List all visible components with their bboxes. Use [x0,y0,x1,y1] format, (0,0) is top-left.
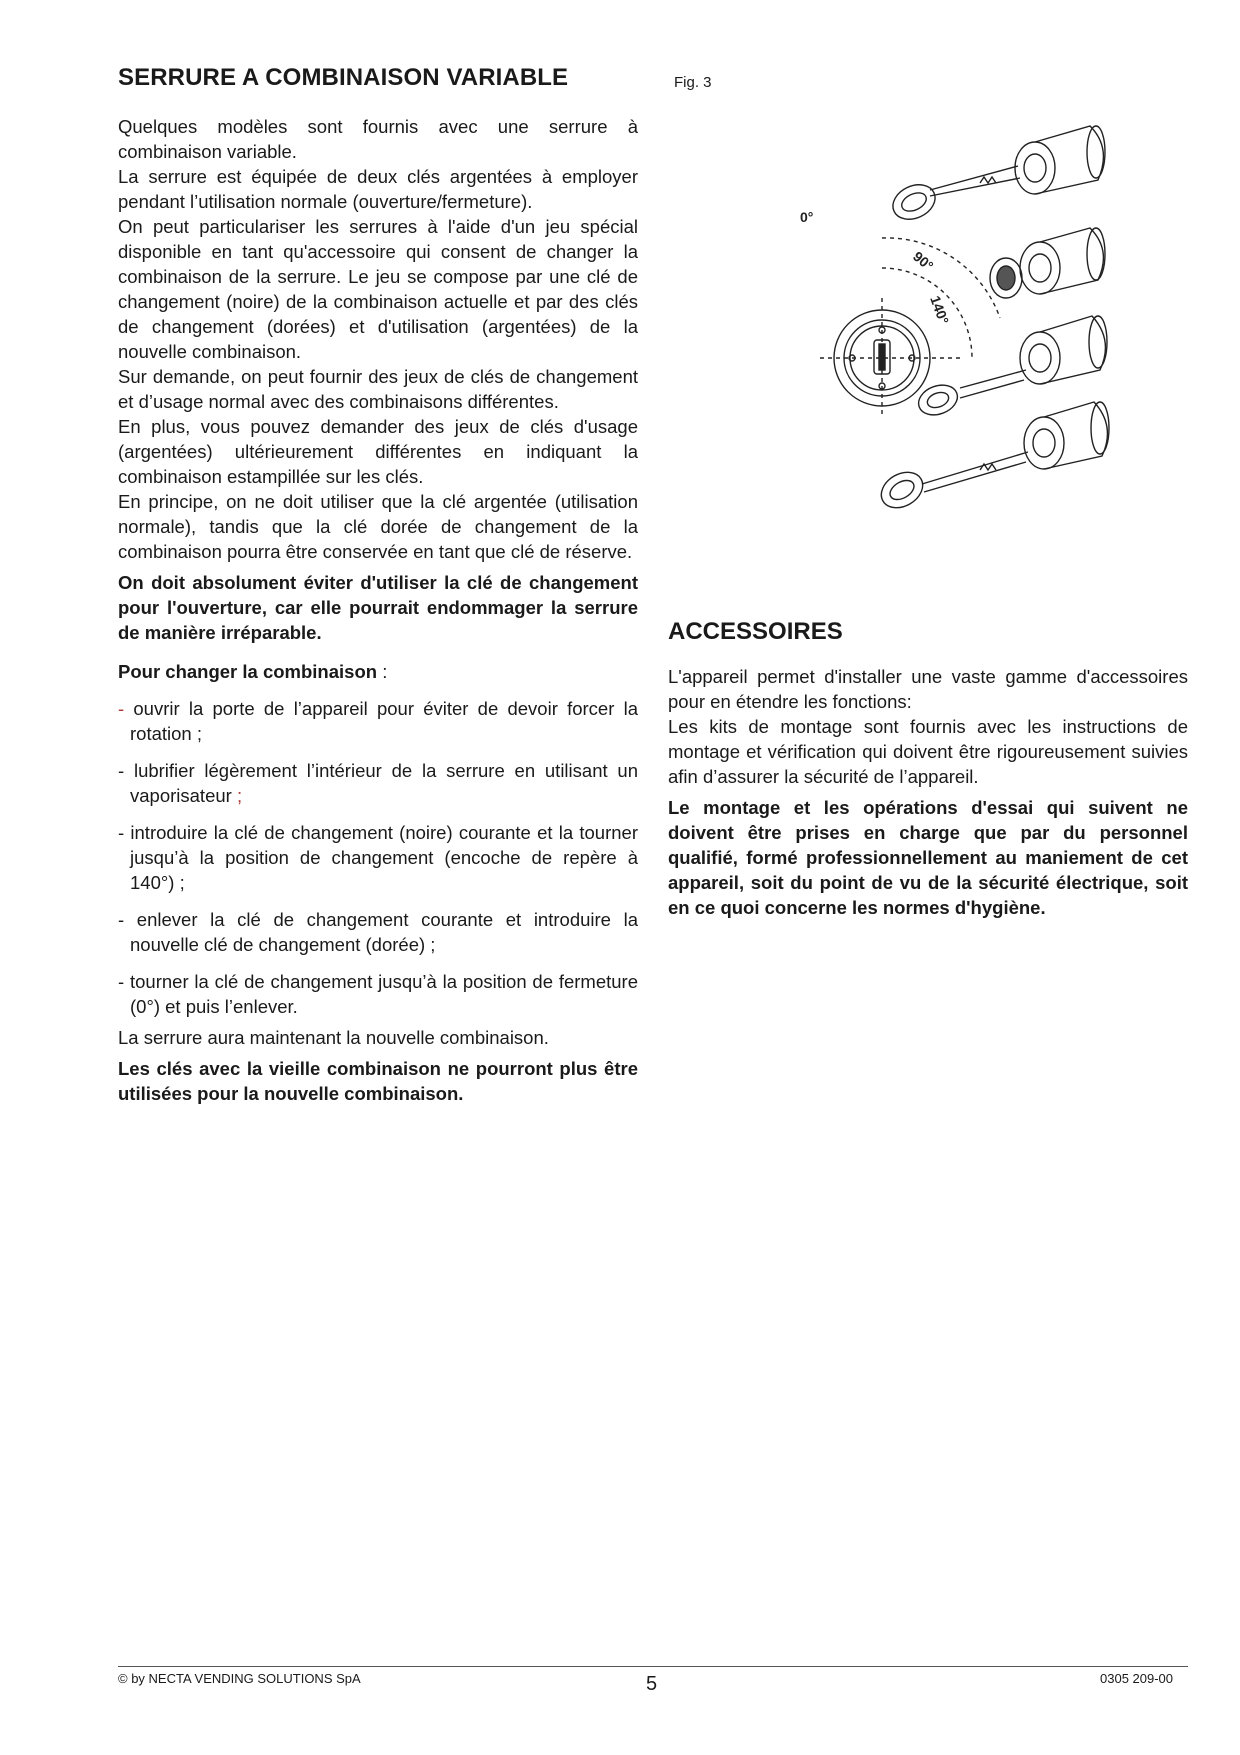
footer-divider [118,1666,1188,1667]
lock-figure [800,118,1140,578]
paragraph-accessory-kit: On peut particulariser les serrures à l'aide d'un jeu spécial disponible en tant qu'accessoire qui consent de changer la combinaison de la serrure. Le jeu se compose par une clé de changement (noire) de la combinaison actuelle et par des clés de changement (dorées) et d'utilisation (argentées) de la nouvelle combinaison. [118,216,638,362]
step-dash: - [118,971,125,992]
step-open-door [118,696,638,746]
warning-change-key: On doit absolument éviter d'utiliser la clé de changement pour l'ouverture, car elle pourrait endommager la serrure de manière irréparable. [118,572,638,643]
step-dash: - [118,909,125,930]
lock-cylinder-1 [887,126,1105,226]
step-dash: - [118,760,125,781]
step-text: lubrifier légèrement l’intérieur de la serrure en utilisant un vaporisateur [124,760,638,806]
step-text: introduire la clé de changement (noire) courante et la tourner jusqu’à la position de changement (encoche de repère à 140°) ; [124,822,638,893]
step-lubricate [118,758,638,808]
step-swap-key [118,907,638,957]
paragraph-accessories-intro: L'appareil permet d'installer une vaste gamme d'accessoires pour en étendre les fonctions: [668,666,1188,712]
warning-old-keys: Les clés avec la vieille combinaison ne pourront plus être utilisées pour la nouvelle combinaison. [118,1058,638,1104]
step-text: tourner la clé de changement jusqu’à la position de fermeture (0°) et puis l’enlever. [124,971,638,1017]
paragraph-intro: Quelques modèles sont fournis avec une serrure à combinaison variable. [118,116,638,162]
step-insert-black-key [118,820,638,895]
paragraph-on-demand: Sur demande, on peut fournir des jeux de clés de changement et d’usage normal avec des combinaisons différentes. [118,366,638,412]
change-heading [118,659,638,684]
paragraph-result: La serrure aura maintenant la nouvelle combinaison. [118,1027,549,1048]
lock-cylinder-3 [914,316,1107,420]
step-dash: - [118,822,125,843]
paragraph-principle: En principe, on ne doit utiliser que la clé argentée (utilisation normale), tandis que la clé dorée de changement de la combinaison pourra être conservée en tant que clé de réserve. [118,491,638,562]
change-heading-colon: : [377,661,388,682]
change-heading-label: Pour changer la combinaison [118,661,378,682]
step-text: enlever la clé de changement courante et introduire la nouvelle clé de changement (dorée) ; [124,909,638,955]
step-dash: - [118,698,125,719]
angle-140-label: 140° [927,293,953,327]
footer-copyright: © by NECTA VENDING SOLUTIONS SpA [118,1671,361,1686]
angle-0-label: 0° [800,209,814,225]
paragraph-additional-keys: En plus, vous pouvez demander des jeux de clés d'usage (argentées) ultérieurement différentes en indiquant la combinaison estampillée sur les clés. [118,416,638,487]
step-tail: ; [231,785,243,806]
page-number: 5 [646,1673,658,1695]
angle-90-label: 90° [910,248,937,274]
right-column [668,618,1188,920]
figure-label: Fig. 3 [674,74,712,91]
step-text: ouvrir la porte de l’appareil pour éviter de devoir forcer la rotation ; [124,698,638,744]
step-turn-close [118,969,638,1019]
paragraph-mounting-kits: Les kits de montage sont fournis avec les instructions de montage et vérification qui doivent être rigoureusement suivies afin d’assurer la sécurité de l’appareil. [668,716,1188,787]
footer-doc-code: 0305 209-00 [1100,1671,1174,1686]
warning-qualified-personnel: Le montage et les opérations d'essai qui suivent ne doivent être prises en charge que par du personnel qualifié, formé professionnellement au maniement de cet appareil, soit du point de vu de la sécurité électrique, soit en ce quoi concerne les normes d'hygiène. [668,797,1188,918]
lock-cylinder-4 [875,402,1109,515]
section-title-serrure: SERRURE A COMBINAISON VARIABLE [118,64,569,91]
section-title-accessoires: ACCESSOIRES [668,618,843,645]
paragraph-keys: La serrure est équipée de deux clés argentées à employer pendant l’utilisation normale (ouverture/fermeture). [118,166,638,212]
lock-cylinder-2 [990,228,1105,298]
left-column [118,64,638,1106]
